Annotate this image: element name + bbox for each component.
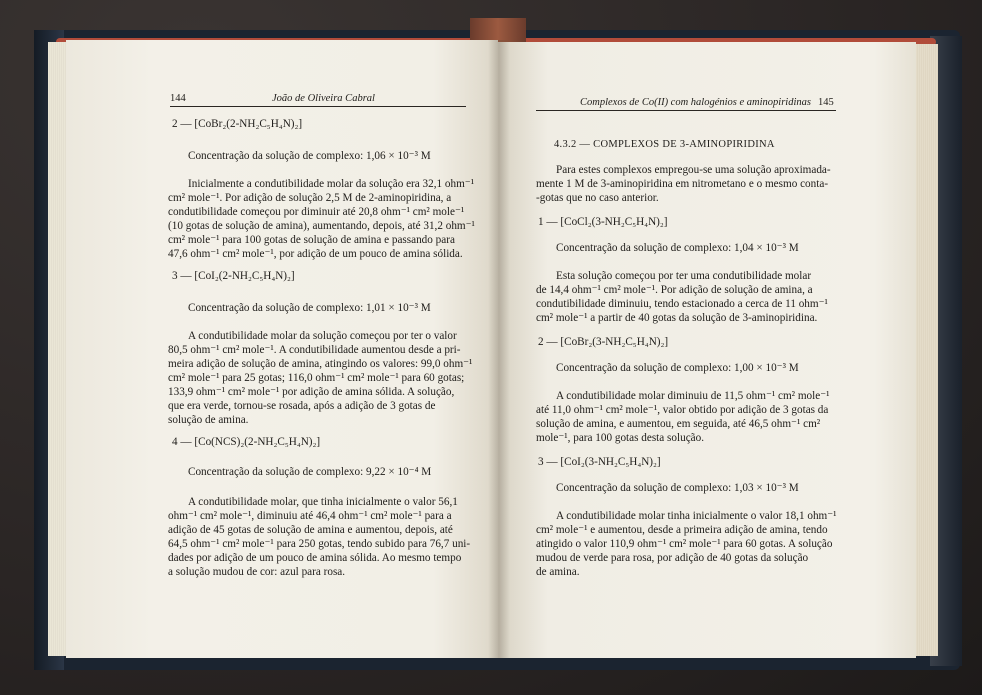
text-line: 133,9 ohm⁻¹ cm² mole⁻¹ por adição de amina sólida. A solução, bbox=[168, 386, 455, 398]
text-line: condutibilidade diminuiu, tendo estacionado a cerca de 11 ohm⁻¹ bbox=[536, 298, 828, 310]
text-line: dades por adição de um pouco de amina sólida. Ao mesmo tempo bbox=[168, 552, 462, 564]
concentration-line: Concentração da solução de complexo: 1,00 × 10⁻³ M bbox=[556, 362, 799, 374]
text-line: solução de amina, e aumentou, em seguida, até 46,5 ohm⁻¹ cm² bbox=[536, 418, 821, 430]
text-line: (10 gotas de solução de amina), aumentando, depois, até 31,2 ohm⁻¹ bbox=[168, 220, 475, 232]
text-line: 64,5 ohm⁻¹ cm² mole⁻¹ para 250 gotas, tendo subido para 76,7 uni- bbox=[168, 538, 471, 550]
concentration-line: Concentração da solução de complexo: 1,06 × 10⁻³ M bbox=[188, 150, 431, 162]
text-line: a solução mudou de cor: azul para rosa. bbox=[168, 566, 346, 578]
text-line: solução de amina. bbox=[168, 414, 249, 426]
text-line: -gotas que no caso anterior. bbox=[536, 192, 659, 204]
concentration-line: Concentração da solução de complexo: 9,22 × 10⁻⁴ M bbox=[188, 466, 432, 478]
text-line: A condutibilidade molar diminuiu de 11,5 ohm⁻¹ cm² mole⁻¹ bbox=[556, 390, 830, 402]
text-line: cm² mole⁻¹ a partir de 40 gotas da solução de 3-aminopiridina. bbox=[536, 312, 818, 324]
concentration-line: Concentração da solução de complexo: 1,01 × 10⁻³ M bbox=[188, 302, 431, 314]
text-line: Esta solução começou por ter uma condutibilidade molar bbox=[556, 270, 812, 282]
concentration-line: Concentração da solução de complexo: 1,04 × 10⁻³ M bbox=[556, 242, 799, 254]
left-running-head: João de Oliveira Cabral bbox=[272, 93, 375, 104]
text-line: de 14,4 ohm⁻¹ cm² mole⁻¹. Por adição de solução de amina, a bbox=[536, 284, 813, 296]
text-line: A condutibilidade molar da solução começou por ter o valor bbox=[188, 330, 457, 342]
text-line: adição de 45 gotas de solução de amina e aumentou, depois, até bbox=[168, 524, 453, 536]
compound-heading: 3 — [CoI₂(3-NH₂C₅H₄N)₂] bbox=[538, 456, 661, 468]
compound-heading: 4 — [Co(NCS)₂(2-NH₂C₅H₄N)₂] bbox=[172, 436, 321, 448]
right-header-rule bbox=[536, 110, 836, 111]
text-line: mole⁻¹, para 100 gotas desta solução. bbox=[536, 432, 705, 444]
text-line: cm² mole⁻¹ para 25 gotas; 116,0 ohm⁻¹ cm² mole⁻¹ para 60 gotas; bbox=[168, 372, 465, 384]
compound-heading: 3 — [CoI₂(2-NH₂C₅H₄N)₂] bbox=[172, 270, 295, 282]
right-page-number: 145 bbox=[818, 97, 834, 108]
section-heading: 4.3.2 — COMPLEXOS DE 3-AMINOPIRIDINA bbox=[554, 139, 775, 150]
text-line: até 11,0 ohm⁻¹ cm² mole⁻¹, valor obtido por adição de 3 gotas da bbox=[536, 404, 829, 416]
text-line: Para estes complexos empregou-se uma solução aproximada- bbox=[556, 164, 831, 176]
compound-heading: 2 — [CoBr₂(3-NH₂C₅H₄N)₂] bbox=[538, 336, 669, 348]
text-line: cm² mole⁻¹ para 100 gotas de solução de amina e passando para bbox=[168, 234, 455, 246]
text-line: mudou de verde para rosa, por adição de 40 gotas da solução bbox=[536, 552, 809, 564]
right-running-head: Complexos de Co(II) com halogénios e aminopiridinas bbox=[580, 97, 811, 108]
text-line: cm² mole⁻¹. Por adição de solução 2,5 M de 2-aminopiridina, a bbox=[168, 192, 452, 204]
text-line: cm² mole⁻¹ e aumentou, desde a primeira adição de amina, tendo bbox=[536, 524, 828, 536]
text-line: ohm⁻¹ cm² mole⁻¹, diminuiu até 46,4 ohm⁻¹ cm² mole⁻¹ para a bbox=[168, 510, 452, 522]
book-gutter bbox=[488, 40, 510, 658]
text-line: de amina. bbox=[536, 566, 580, 578]
text-line: 47,6 ohm⁻¹ cm² mole⁻¹, por adição de um pouco de amina sólida. bbox=[168, 248, 463, 260]
text-line: 80,5 ohm⁻¹ cm² mole⁻¹. A condutibilidade aumentou desde a pri- bbox=[168, 344, 461, 356]
concentration-line: Concentração da solução de complexo: 1,03 × 10⁻³ M bbox=[556, 482, 799, 494]
text-line: atingido o valor 110,9 ohm⁻¹ cm² mole⁻¹ para 60 gotas. A solução bbox=[536, 538, 833, 550]
compound-heading: 2 — [CoBr₂(2-NH₂C₅H₄N)₂] bbox=[172, 118, 303, 130]
text-line: A condutibilidade molar, que tinha inicialmente o valor 56,1 bbox=[188, 496, 458, 508]
left-page-number: 144 bbox=[170, 93, 186, 104]
text-line: condutibilidade começou por diminuir até 20,8 ohm⁻¹ cm² mole⁻¹ bbox=[168, 206, 465, 218]
text-line: que era verde, tornou-se rosada, após a adição de 3 gotas de bbox=[168, 400, 436, 412]
text-line: meira adição de solução de amina, atingindo os valores: 99,0 ohm⁻¹ bbox=[168, 358, 473, 370]
text-line: Inicialmente a condutibilidade molar da solução era 32,1 ohm⁻¹ bbox=[188, 178, 475, 190]
compound-heading: 1 — [CoCl₂(3-NH₂C₅H₄N)₂] bbox=[538, 216, 668, 228]
text-line: A condutibilidade molar tinha inicialmente o valor 18,1 ohm⁻¹ bbox=[556, 510, 837, 522]
left-header-rule bbox=[170, 106, 466, 107]
text-line: mente 1 M de 3-aminopiridina em nitrometano e o mesmo conta- bbox=[536, 178, 829, 190]
